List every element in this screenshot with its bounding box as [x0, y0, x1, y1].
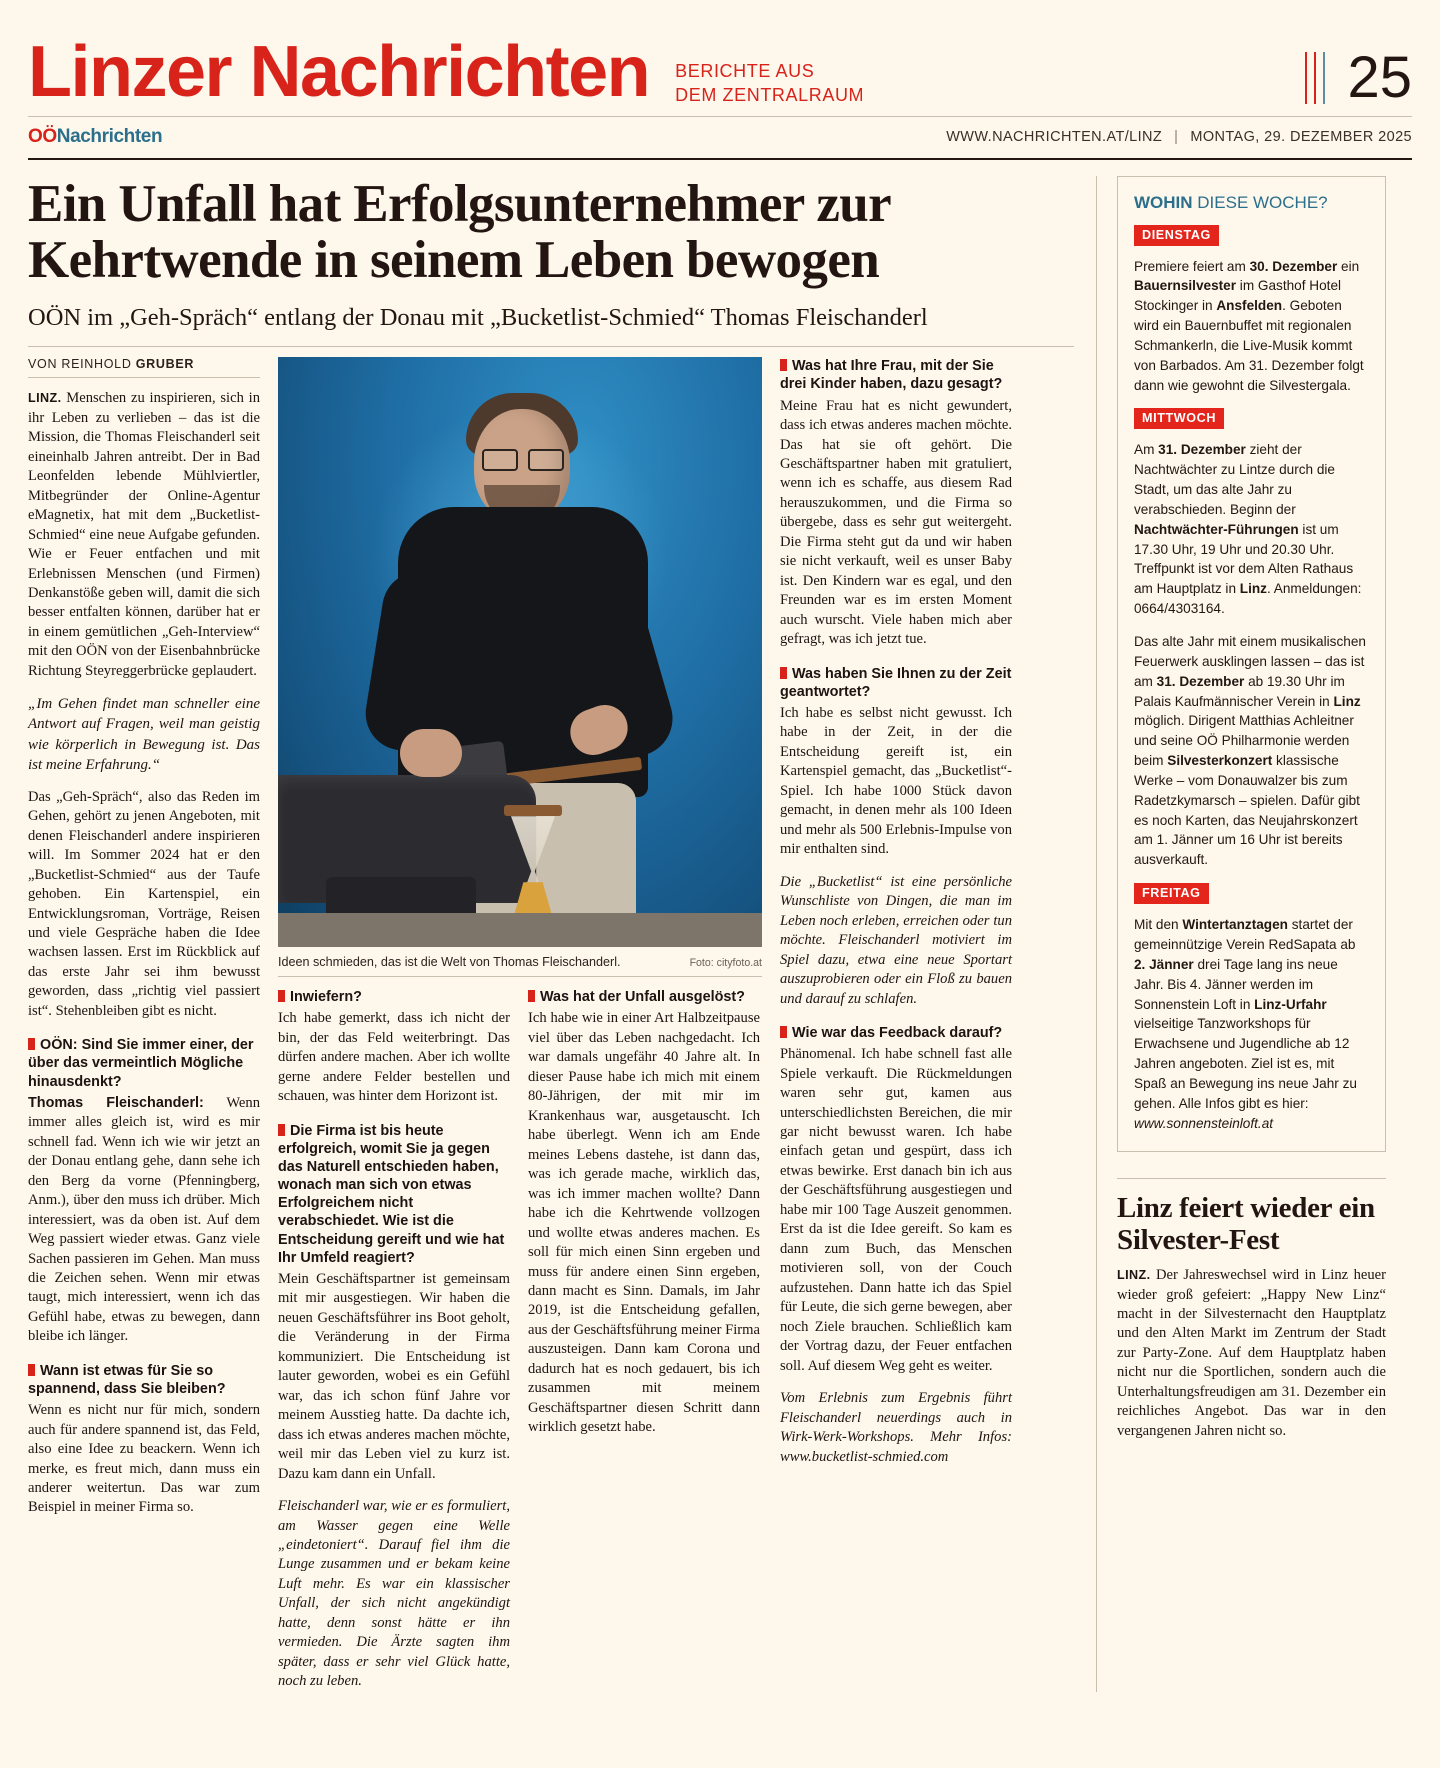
subbar-separator: |: [1174, 128, 1179, 145]
sidebar-article-divider: [1117, 1178, 1386, 1179]
subbar-right: [946, 129, 1412, 145]
photo-divider: [278, 976, 762, 977]
answer-8: Phänomenal. Ich habe schnell fast alle Spiele verkauft. Die Rückmeldungen waren sehr gut, kamen aus unterschiedlichsten Bereichen, die mir gar nicht bewusst waren. Ich habe einfach getan und gespürt, dass ich etwas bewirke. Erst danach bin ich aus der Geschäftsführung ausgestiegen und habe mir 100 Tage Auszeit genommen. Erst da ist die Idee gereift. So kam es dann zum Buch, das Menschen motivieren soll, von der Couch aufzustehen. Dann hatte ich das Spiel für Leute, die sich gerne bewegen, aber noch Ziele brauchen. Schließlich kam der Vortrag dazu, der Feuer entfachen soll. Auf diesem Weg geht es weiter.: [780, 1046, 1012, 1374]
oon-logo-oo: OÖ: [28, 125, 57, 147]
answer-text-1: Wenn immer alles gleich ist, wird es mir schnell fad. Wenn ich wie wir jetzt an der Donau entlang gehe, dann sehe ich den Berg da vorne (Pfenningberg, Anm.), über den muss ich drüber. Mich interessiert, was da oben ist. Auf dem Weg passiert wieder etwas. Ganz viele Sachen passieren im Gehen. Man muss die Zeichen sehen. Wenn mir etwas taugt, mich interessiert, wenn ich das Gefühl habe, etwas zu bewegen, dann bleibe ich länger.: [28, 1094, 260, 1345]
answer-6: Meine Frau hat es nicht gewundert, dass ich etwas anderes machen möchte. Das hat sie oft gehört. Die Geschäftspartner haben mit gratuliert, wenn ich es schaffe, aus diesem Rad herauszukommen, und die Firma so übergebe, dass es sehr gut weitergeht. Die Firma steht gut da und wir haben sie nicht verkauft, weil es unser Baby ist. Den Kindern war es egal, und den Freunden war es im ersten Moment auch wurscht. Viele haben mich aber gefragt, was ich jetzt tue.: [780, 397, 1012, 648]
paragraph-2: Das „Geh-Spräch“, also das Reden im Gehen, gehört zu jenen Angeboten, mit denen Fleischanderl andere inspirieren will. Im Sommer 2024 hat er den „Bucketlist-Schmied“ aus der Taufe gehoben. Ein Kartenspiel, ein Entwicklungsroman, Vorträge, Reisen und viele Gespräche haben die Idee wachsen lassen. Erst im Rückblick auf das erste Jahr sei ihm bewusst geworden, dass „richtig viel passiert ist“. Stehenbleiben gibt es nicht.: [28, 788, 260, 1019]
sidebar-article-headline: Linz feiert wieder ein Silvester-Fest: [1117, 1192, 1375, 1256]
day-badge-freitag: FREITAG: [1134, 883, 1209, 904]
photo-caption: Ideen schmieden, das ist die Welt von Thomas Fleischanderl.: [278, 955, 621, 970]
wohin-box: [1117, 176, 1386, 1153]
question-marker-icon: [278, 1124, 285, 1136]
masthead-kicker-line-1: BERICHTE AUS: [675, 61, 815, 81]
masthead-title: Linzer Nachrichten: [28, 32, 650, 112]
wohin-text-mittwoch-1: Am 31. Dezember zieht der Nachtwächter zu Lintze durch die Stadt, um das alte Jahr zu verabschieden. Beginn der Nachtwächter-Führungen ist um 17.30 Uhr, 19 Uhr und 20.30 Uhr. Treffpunkt ist vor dem Alten Rathaus am Hauptplatz in Linz. Anmeldungen: 0664/4303164.: [1134, 442, 1362, 617]
answer-2: Wenn es nicht nur für mich, sondern auch für andere spannend ist, das Feld, also eine Idee zu beackern. Wenn ich merke, es freut mich, dann muss ein anderer weitertun. Das war zum Beispiel in meiner Firma so.: [28, 1402, 260, 1516]
question-heading-4: [278, 1122, 510, 1267]
question-text-8: Wie war das Feedback darauf?: [792, 1024, 1003, 1041]
website-url[interactable]: WWW.NACHRICHTEN.AT/LINZ: [946, 128, 1163, 145]
dateline: LINZ.: [28, 391, 62, 406]
body-wrap: [28, 160, 1412, 1692]
masthead: [28, 0, 1412, 112]
question-text-7: Was haben Sie Ihnen zu der Zeit geantwortet?: [780, 665, 1012, 700]
question-marker-icon: [780, 359, 787, 371]
masthead-kicker: [675, 60, 864, 108]
sidebar-article-dateline: LINZ.: [1117, 1268, 1151, 1283]
article-column-3: [528, 988, 760, 1691]
rule-bars-icon: [1305, 52, 1325, 104]
byline-author: GRUBER: [135, 357, 195, 372]
question-heading-8: [780, 1024, 1012, 1042]
question-marker-icon: [278, 990, 285, 1002]
question-heading-5: [528, 988, 760, 1006]
article-columns: [28, 357, 1074, 1691]
question-text-1: OÖN: Sind Sie immer einer, der über das vermeintlich Mögliche hinausdenkt?: [28, 1037, 254, 1090]
lead-paragraph: [28, 389, 260, 681]
answer-5: Ich habe wie in einer Art Halbzeitpause viel über das Leben nachgedacht. Ich war damals ungefähr 40 Jahre alt. In dieser Pause habe ich mich mit einem 80-Jährigen, der mit mir im Krankenhaus war, ausgetauscht. Ich habe überlegt. Wenn ich am Ende meines Lebens dastehe, ist dann das, was ich gerade mache, wirklich das, was ich immer machen wollte? Dann habe ich die Kehrtwende vollzogen und wollte etwas anderes machen. Es soll für mich einen Sinn ergeben und muss für andere einen Sinn ergeben, dann macht es Sinn. Damals, im Jahr 2019, ist die Entscheidung gefallen, aus der Geschäftsführung meiner Firma auszusteigen. Dann kam Corona und dadurch hat es noch gedauert, bis ich zusammen mit meinem Geschäftspartner diesen Schritt dann wirklich gesetzt habe.: [528, 1010, 760, 1436]
speaker-label-1: Thomas Fleischanderl:: [28, 1094, 204, 1111]
question-heading-2: [28, 1362, 260, 1398]
oon-logo-rest: Nachrichten: [56, 125, 163, 147]
byline: [28, 357, 260, 378]
question-text-5: Was hat der Unfall ausgelöst?: [540, 989, 745, 1006]
wohin-entry-dienstag: [1134, 225, 1369, 396]
answer-7: Ich habe es selbst nicht gewusst. Ich habe in der Zeit, in der die Entscheidung gereift ist, ein Kartenspiel gemacht, das „Bucketlist“-Spiel. Ich habe 1000 Stück davon gemacht, in denen mehr als 100 Ideen und mehr als 500 Erlebnis-Impulse von mir enthalten sind.: [780, 704, 1012, 858]
wohin-text-mittwoch-2: Das alte Jahr mit einem musikalischen Feuerwerk ausklingen lassen – das ist am 31. Dezember ab 19.30 Uhr im Palais Kaufmännischer Verein in Linz möglich. Dirigent Matthias Achleitner und seine OÖ Philharmonie werden beim Silvesterkonzert klassische Werke – vom Donauwalzer bis zum Radetzkymarsch – spielen. Dafür gibt es noch Karten, das Neujahrskonzert am 1. Jänner um 16 Uhr ist bereits ausverkauft.: [1134, 634, 1366, 868]
question-heading-7: [780, 665, 1012, 701]
wohin-entry-freitag: [1134, 883, 1369, 1133]
article-column-1: [28, 357, 260, 1691]
photo-box: [278, 357, 762, 977]
wohin-title-rest: DIESE WOCHE?: [1192, 192, 1328, 212]
article-column-2: [278, 988, 510, 1691]
sidebar-article-text: Der Jahreswechsel wird in Linz heuer wieder groß gefeiert: „Happy New Linz“ macht in der Silvesternacht den Hauptplatz und den Alten Markt im Zentrum der Stadt zur Party-Zone. Auf dem Hauptplatz haben nicht nur die Sportlichen, sondern auch die Unterhaltungsfreudigen am 31. Dezember ein reichliches Angebot. Das war in den vergangenen Jahren nicht so.: [1117, 1267, 1386, 1439]
subbar: [28, 117, 1412, 158]
sub-columns-under-photo: [278, 988, 762, 1691]
pull-quote: „Im Gehen findet man schneller eine Antwort auf Fragen, weil man geistig wie körperlich in Bewegung ist. Das ist meine Erfahrung.“: [28, 696, 260, 773]
lead-text: Menschen zu inspirieren, sich in ihr Leben zu verlieben – das ist die Mission, die Thomas Fleischanderl seit eineinhalb Jahren antreibt. Der in Bad Leonfelden lebende Mühlviertler, Mitbegründer der Online-Agentur eMagnetix, hat mit dem „Bucketlist-Schmied“ eine neue Aufgabe gefunden. Wie er Feuer entfachen und mit Erlebnissen Menschen (und Firmen) Denkanstöße geben will, damit die sich besser entfalten können, darüber hat er in einem gemütlichen „Geh-Interview“ mit den OÖN von der Eisenbahnbrücke Richtung Steyreggerbrücke geplaudert.: [28, 390, 260, 679]
page-number: 25: [1347, 45, 1412, 110]
wohin-title-bold: WOHIN: [1134, 192, 1193, 212]
wohin-text-dienstag-1: Premiere feiert am 30. Dezember ein Bauernsilvester im Gasthof Hotel Stockinger in Ansfelden. Geboten wird ein Bauernbuffet mit regionalen Schmankerln, die Live-Musik kommt von Barbados. Am 31. Dezember folgt dann wie gewohnt die Silvestergala.: [1134, 258, 1364, 393]
photo-caption-row: [278, 955, 762, 969]
main-article: [28, 176, 1096, 1692]
question-marker-icon: [780, 1026, 787, 1038]
italic-note-2: Die „Bucketlist“ ist eine persönliche Wunschliste von Dingen, die man im Leben noch erleben, erreichen oder tun möchte. Fleischanderl motiviert im Spiel dazu, etwa eine neue Sportart auszuprobieren oder ein Floß zu bauen und darauf zu schlafen.: [780, 873, 1012, 1007]
article-photo: [278, 357, 762, 947]
wohin-title: [1134, 193, 1369, 213]
question-text-6: Was hat Ihre Frau, mit der Sie drei Kinder haben, dazu gesagt?: [780, 358, 1003, 393]
sidebar-article: [1117, 1178, 1386, 1441]
question-marker-icon: [780, 667, 787, 679]
article-subhead: OÖN im „Geh-Spräch“ entlang der Donau mit „Bucketlist-Schmied“ Thomas Fleischanderl: [28, 303, 928, 331]
question-marker-icon: [528, 990, 535, 1002]
italic-note-3: Vom Erlebnis zum Ergebnis führt Fleischanderl neuerdings auch in Wirk-Werk-Workshops. Mehr Infos: www.bucketlist-schmied.com: [780, 1390, 1012, 1465]
masthead-kicker-line-2: DEM ZENTRALRAUM: [675, 84, 865, 105]
article-photo-block: [278, 357, 762, 1691]
answer-4: Mein Geschäftspartner ist gemeinsam mit mir ausgestiegen. Wir haben die neuen Geschäftsführer ins Boot geholt, die Veränderung in der Firma kommuniziert. Die Entscheidung ist lauter geworden, wobei es ein Gefühl war, das ich schon fünf Jahre vor meinem Ausstieg hatte. Da dachte ich, dass ich etwas anderes machen möchte, weil mir das Leben viel zu kurz ist. Dazu kam dann ein Unfall.: [278, 1270, 510, 1482]
masthead-right: [1305, 45, 1412, 110]
question-text-4: Die Firma ist bis heute erfolgreich, womit Sie ja gegen das Naturell entschieden haben, wonach man sich von etwas Erfolgreichem nicht verabschiedet. Wie ist die Entscheidung gereift und wie hat Ihr Umfeld reagiert?: [278, 1122, 505, 1266]
page-title: Ein Unfall hat Erfolgsunternehmer zur Kehrtwende in seinem Leben bewogen: [28, 174, 891, 290]
sidebar: [1096, 176, 1386, 1692]
photo-credit: Foto: cityfoto.at: [689, 957, 762, 970]
headline-divider: [28, 346, 1074, 347]
wohin-text-freitag-1: Mit den Wintertanztagen startet der gemeinnützige Verein RedSapata ab 2. Jänner drei Tage lang ins neue Jahr. Bis 4. Jänner werden im Sonnenstein Loft in Linz-Urfahr vielseitige Tanzworkshops für Erwachsene und Jugendliche ab 12 Jahren angeboten. Ziel ist es, mit Spaß an Bewegung ins neue Jahr zu gehen. Alle Infos gibt es hier: www.sonnensteinloft.at: [1134, 917, 1357, 1131]
sidebar-article-body: [1117, 1266, 1386, 1441]
question-marker-icon: [28, 1038, 35, 1050]
answer-3: Ich habe gemerkt, dass ich nicht der bin, der das Feld weiterbringt. Das dürfen andere machen. Aber ich wollte gerne andere Felder bestellen und schauen, was hinter dem Horizont ist.: [278, 1010, 510, 1105]
glasses-icon: [482, 449, 564, 467]
question-heading-1: [28, 1036, 260, 1090]
question-heading-6: [780, 357, 1012, 393]
byline-prefix: VON REINHOLD: [28, 357, 132, 372]
day-badge-dienstag: DIENSTAG: [1134, 225, 1219, 246]
day-badge-mittwoch: MITTWOCH: [1134, 408, 1224, 429]
oon-logo: [28, 126, 162, 148]
question-heading-3: [278, 988, 510, 1006]
italic-note-1: Fleischanderl war, wie er es formuliert, am Wasser gegen eine Welle „eindetoniert“. Darauf fiel ihm die Lunge zusammen und er bekam keine Luft mehr. Es war ein klassischer Unfall, der sich nicht angekündigt hatte, denn sonst hätte er ihn vermieden. Die Ärzte sagten ihm später, dass er sehr viel Glück hatte, noch zu leben.: [278, 1498, 510, 1690]
question-text-3: Inwiefern?: [290, 989, 362, 1006]
answer-1: [28, 1094, 260, 1347]
question-text-2: Wann ist etwas für Sie so spannend, dass Sie bleiben?: [28, 1362, 226, 1397]
article-column-4: [780, 357, 1012, 1691]
wohin-entry-mittwoch: [1134, 408, 1369, 870]
issue-date: MONTAG, 29. DEZEMBER 2025: [1190, 128, 1412, 145]
question-marker-icon: [28, 1364, 35, 1376]
